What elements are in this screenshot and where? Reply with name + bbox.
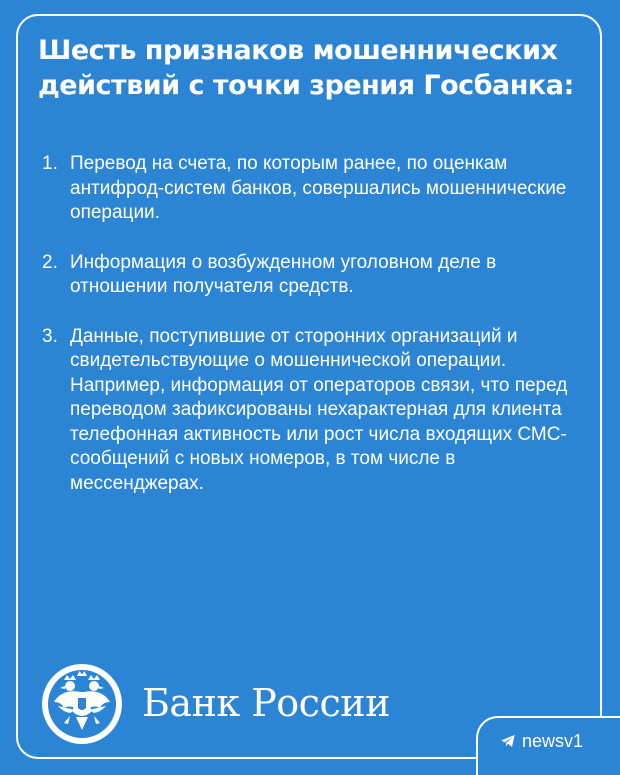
telegram-icon [500,733,516,749]
list-item [42,152,587,226]
item-number: 2. [42,251,58,273]
news-badge[interactable] [476,716,620,775]
item-number: 1. [42,153,58,174]
item-number: 3. [42,325,58,347]
bank-name: Банк России [142,681,390,725]
item-text: Данные, поступившие от сторонних организаций и свидетельствующие о мошеннической операции. Например, информация от операторов связи, что перед переводом зафиксированы нехарактерная для клиента телефонная активность или рост числа входящих СМС-сообщений с новых номеров, в том числе в мессенджерах. [70,325,568,494]
list-item [42,325,587,497]
double-headed-eagle-icon [40,662,124,746]
item-text: Информация о возбужденном уголовном деле в отношении получателя средств. [70,251,497,297]
page-title: Шесть признаков мошеннических действий с точки зрения Госбанка: [38,35,574,101]
item-text: Перевод на счета, по которым ранее, по оценкам антифрод-систем банков, совершались мошеннические операции. [70,153,567,223]
news-channel-label: newsv1 [522,731,584,751]
list-item [42,251,587,300]
criteria-list [42,152,587,521]
